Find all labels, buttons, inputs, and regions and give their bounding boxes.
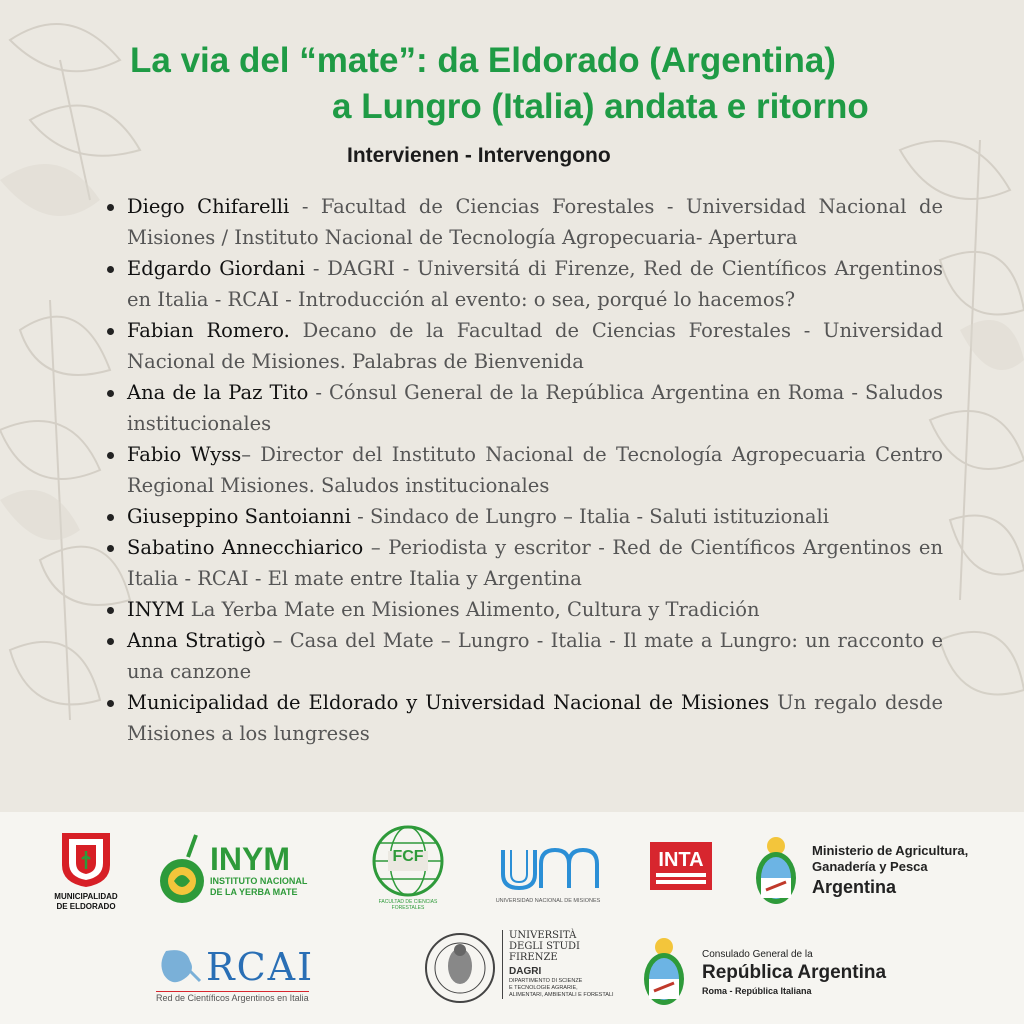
list-item [105,253,943,315]
unifi-line1: UNIVERSITÀ [509,930,577,941]
ministerio-line2: Ganadería y Pesca [812,859,928,874]
ministerio-line1: Ministerio de Agricultura, [812,843,969,858]
subtitle: Intervienen - Intervengono [347,144,611,167]
list-item [105,532,943,594]
unifi-line2: DEGLI STUDI [509,941,580,952]
speaker-detail: – Casa del Mate – Lungro - Italia - Il mate a Lungro: un racconto e una canzone [127,629,943,683]
speaker-name: Fabio Wyss [127,443,242,466]
title-line-1: La via del “mate”: da Eldorado (Argentina) [130,41,836,80]
speaker-detail: Decano de la Facultad de Ciencias Forestales - Universidad Nacional de Misiones. Palabras de Bienvenida [127,319,943,373]
argentina-coat-of-arms-icon [636,933,692,1011]
rcai-map-icon [156,947,202,987]
inta-logo [650,842,712,890]
list-item [105,191,943,253]
speaker-detail: Un regalo desde Misiones a los lungreses [127,691,943,745]
unam-wordmark-icon [493,844,603,894]
fcf-logo [366,822,450,914]
inym-line2: DE LA YERBA MATE [210,887,298,897]
eldorado-shield-icon [58,829,114,889]
list-item [105,594,943,625]
unifi-dept: DAGRI [509,966,542,977]
unifi-seal-icon [424,930,496,1006]
unam-caption: UNIVERSIDAD NACIONAL DE MISIONES [495,898,601,904]
argentina-coat-of-arms-icon [748,832,804,910]
fcf-acronym: FCF [392,848,424,865]
speaker-detail: - Cónsul General de la República Argentina en Roma - Saludos institucionales [127,381,943,435]
unam-logo [478,836,618,912]
unifi-line3: FIRENZE [509,952,558,963]
unifi-dept-line3: ALIMENTARI, AMBIENTALI E FORESTALI [509,992,614,998]
rcai-caption: Red de Científicos Argentinos en Italia [156,993,309,1003]
speaker-name: Edgardo Giordani [127,257,305,280]
list-item [105,439,943,501]
mate-gourd-icon [158,833,206,907]
speaker-detail: - DAGRI - Universitá di Firenze, Red de Científicos Argentinos en Italia - RCAI - Introducción al evento: o sea, porqué lo hacemos? [127,257,943,311]
speaker-name: Giuseppino Santoianni [127,505,351,528]
list-item [105,501,943,532]
inta-acronym: INTA [658,848,704,871]
unifi-logo [424,930,624,1016]
rcai-acronym: RCAI [206,945,315,989]
fcf-caption: FACULTAD DE CIENCIAS FORESTALES [378,899,438,911]
unifi-dept-line1: DIPARTIMENTO DI SCIENZE [509,978,583,984]
consulado-line1: Consulado General de la [702,948,813,960]
speaker-name: Ana de la Paz Tito [127,381,309,404]
consulado-line2: República Argentina [702,961,887,983]
inym-line1: INSTITUTO NACIONAL [210,876,308,886]
eldorado-logo [40,824,132,916]
speaker-list [105,191,943,749]
speaker-name: Diego Chifarelli [127,195,290,218]
ministerio-line3: Argentina [812,877,897,897]
speaker-name: Anna Stratigò [127,629,266,652]
list-item [105,625,943,687]
rcai-logo [156,944,368,1004]
list-item [105,377,943,439]
eldorado-line2: DE ELDORADO [56,901,116,911]
speaker-detail: – Periodista y escritor - Red de Científicos Argentinos en Italia - RCAI - El mate entre Italia y Argentina [127,536,944,590]
page-title [130,38,970,130]
inym-logo [158,830,328,910]
eldorado-line1: MUNICIPALIDAD [54,891,118,901]
unifi-dept-line2: E TECNOLOGIE AGRARIE, [509,985,578,991]
list-item [105,315,943,377]
speaker-name: Municipalidad de Eldorado y Universidad Nacional de Misiones [127,691,770,714]
title-line-2: a Lungro (Italia) andata e ritorno [332,87,869,126]
speaker-name: INYM [127,598,185,621]
inym-acronym: INYM [210,841,290,877]
speaker-detail: - Sindaco de Lungro – Italia - Saluti istituzionali [350,505,829,528]
speaker-detail: - Facultad de Ciencias Forestales - Universidad Nacional de Misiones / Instituto Nacional de Tecnología Agropecuaria- Apertura [127,195,943,249]
speaker-detail: La Yerba Mate en Misiones Alimento, Cultura y Tradición [184,598,760,621]
speaker-detail: – Director del Instituto Nacional de Tecnología Agropecuaria Centro Regional Misiones. Saludos institucionales [127,443,944,497]
consulado-logo [636,930,906,1014]
speaker-name: Fabian Romero. [127,319,290,342]
consulado-line3: Roma - República Italiana [702,985,812,996]
ministerio-logo [748,830,998,912]
speaker-name: Sabatino Annecchiarico [127,536,364,559]
list-item [105,687,943,749]
